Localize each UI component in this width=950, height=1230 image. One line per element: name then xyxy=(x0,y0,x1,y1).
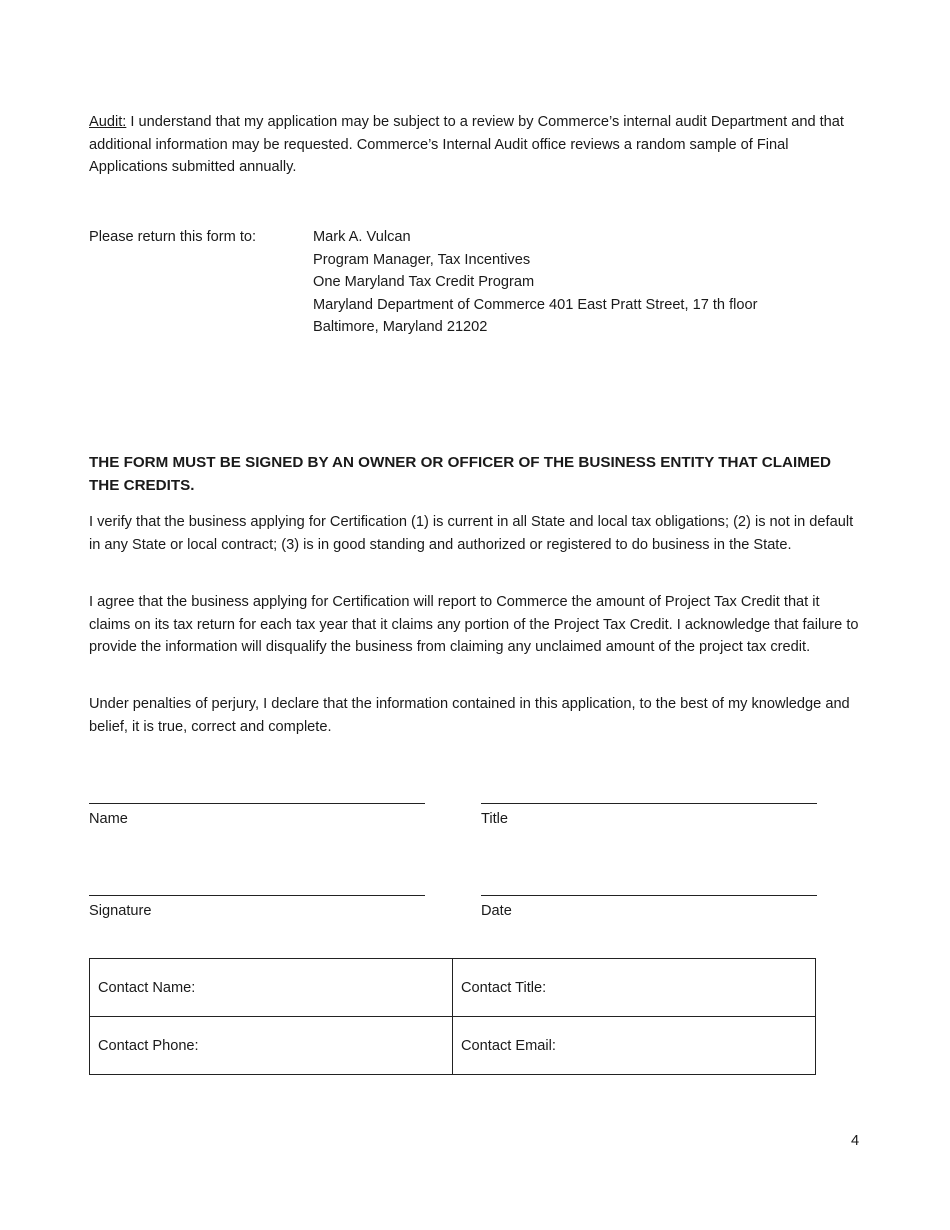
return-form-label: Please return this form to: xyxy=(89,229,257,245)
contact-title-cell[interactable]: Contact Title: xyxy=(453,959,816,1017)
table-row xyxy=(90,1017,816,1075)
date-label: Date xyxy=(481,903,512,919)
address-line: Baltimore, Maryland 21202 xyxy=(313,319,488,335)
address-line: Program Manager, Tax Incentives xyxy=(313,251,531,268)
title-label: Title xyxy=(481,811,509,827)
audit-text: I understand that my application may be subject to a review by Commerce’s internal audit Department and that additional information may be requested. Commerce’s Internal Audit office reviews a random sample of Final Applications submitted annually. xyxy=(89,114,844,175)
date-line[interactable] xyxy=(481,895,817,896)
audit-paragraph xyxy=(89,111,861,179)
title-line[interactable] xyxy=(481,803,817,804)
audit-label: Audit: xyxy=(89,114,127,130)
contact-table xyxy=(89,958,816,1075)
verification-paragraph: I verify that the business applying for Certification (1) is current in all State and local tax obligations; (2) is not in default in any State or local contract; (3) is in good standing and authorized or registered to do business in the State. xyxy=(89,514,854,553)
address-line: Maryland Department of Commerce 401 East Pratt Street, 17 th floor xyxy=(313,296,758,313)
contact-email-cell[interactable]: Contact Email: xyxy=(453,1017,816,1075)
table-row xyxy=(90,959,816,1017)
address-line: One Maryland Tax Credit Program xyxy=(313,274,535,290)
signature-requirement-heading: THE FORM MUST BE SIGNED BY AN OWNER OR OFFICER OF THE BUSINESS ENTITY THAT CLAIMED THE CREDITS. xyxy=(89,454,831,494)
name-label: Name xyxy=(89,811,128,827)
signature-label: Signature xyxy=(89,903,152,919)
return-address xyxy=(313,226,758,339)
page-number: 4 xyxy=(851,1133,860,1149)
address-line: Mark A. Vulcan xyxy=(313,229,411,245)
name-line[interactable] xyxy=(89,803,425,804)
contact-name-cell[interactable]: Contact Name: xyxy=(90,959,453,1017)
perjury-paragraph: Under penalties of perjury, I declare that the information contained in this application, to the best of my knowledge and belief, it is true, correct and complete. xyxy=(89,696,850,735)
contact-phone-cell[interactable]: Contact Phone: xyxy=(90,1017,453,1075)
signature-line[interactable] xyxy=(89,895,425,896)
reporting-paragraph: I agree that the business applying for Certification will report to Commerce the amount of Project Tax Credit that it claims on its tax return for each tax year that it claims any portion of the Project Tax Credit. I acknowledge that failure to provide the information will disqualify the business from claiming any unclaimed amount of the project tax credit. xyxy=(89,594,859,655)
